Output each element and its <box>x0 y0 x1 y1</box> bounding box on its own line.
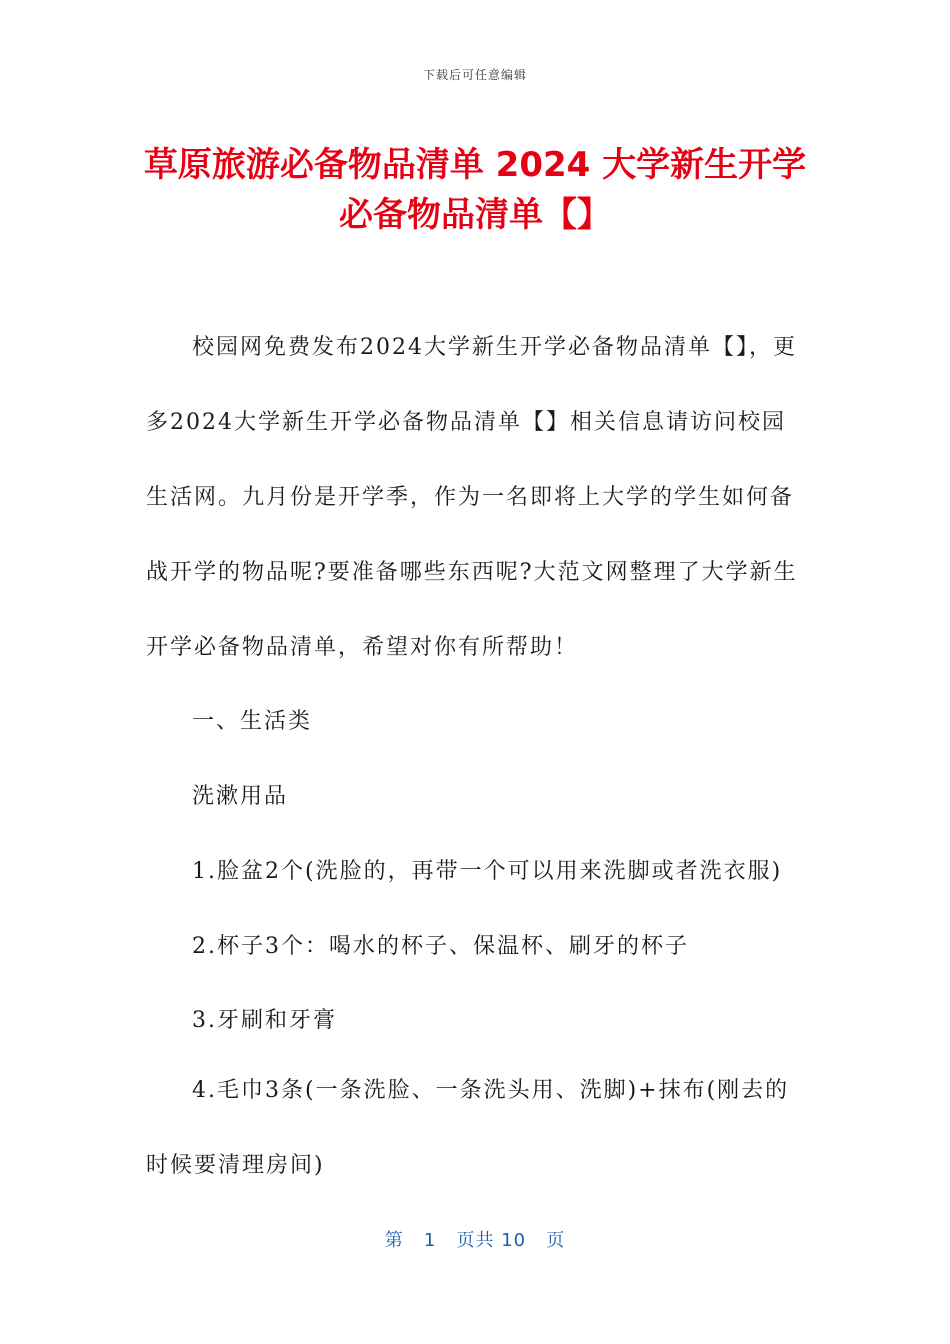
list-item-3: 3.牙刷和牙膏 <box>192 1008 337 1033</box>
footer-middle: 页共 <box>456 1230 495 1251</box>
footer-suffix: 页 <box>546 1230 566 1251</box>
page-footer <box>0 1226 950 1252</box>
header-note: 下载后可任意编辑 <box>422 68 527 82</box>
footer-total-pages: 10 <box>501 1230 527 1251</box>
list-item-4 <box>146 1053 806 1203</box>
footer-prefix: 第 <box>384 1230 404 1251</box>
document-title: 草原旅游必备物品清单 2024 大学新生开学必备物品清单【】 <box>143 145 807 235</box>
intro-text: 校园网免费发布2024大学新生开学必备物品清单【】，更多2024大学新生开学必备物品清单【】相关信息请访问校园生活网。九月份是开学季，作为一名即将上大学的学生如何备战开学的物品呢?要准备哪些东西呢?大范文网整理了大学新生开学必备物品清单，希望对你有所帮助！ <box>146 335 798 660</box>
list-item-2: 2.杯子3个：喝水的杯子、保温杯、刷牙的杯子 <box>192 934 689 959</box>
paragraph-intro <box>146 310 806 685</box>
section-heading-living: 一、生活类 <box>192 709 313 734</box>
footer-page-number: 1 <box>423 1230 437 1251</box>
list-item-1: 1.脸盆2个(洗脸的，再带一个可以用来洗脚或者洗衣服) <box>192 859 783 884</box>
list-item-4-text: 4.毛巾3条(一条洗脸、一条洗头用、洗脚)+抹布(刚去的时候要清理房间) <box>146 1078 790 1178</box>
subsection-toiletries: 洗漱用品 <box>192 784 289 809</box>
